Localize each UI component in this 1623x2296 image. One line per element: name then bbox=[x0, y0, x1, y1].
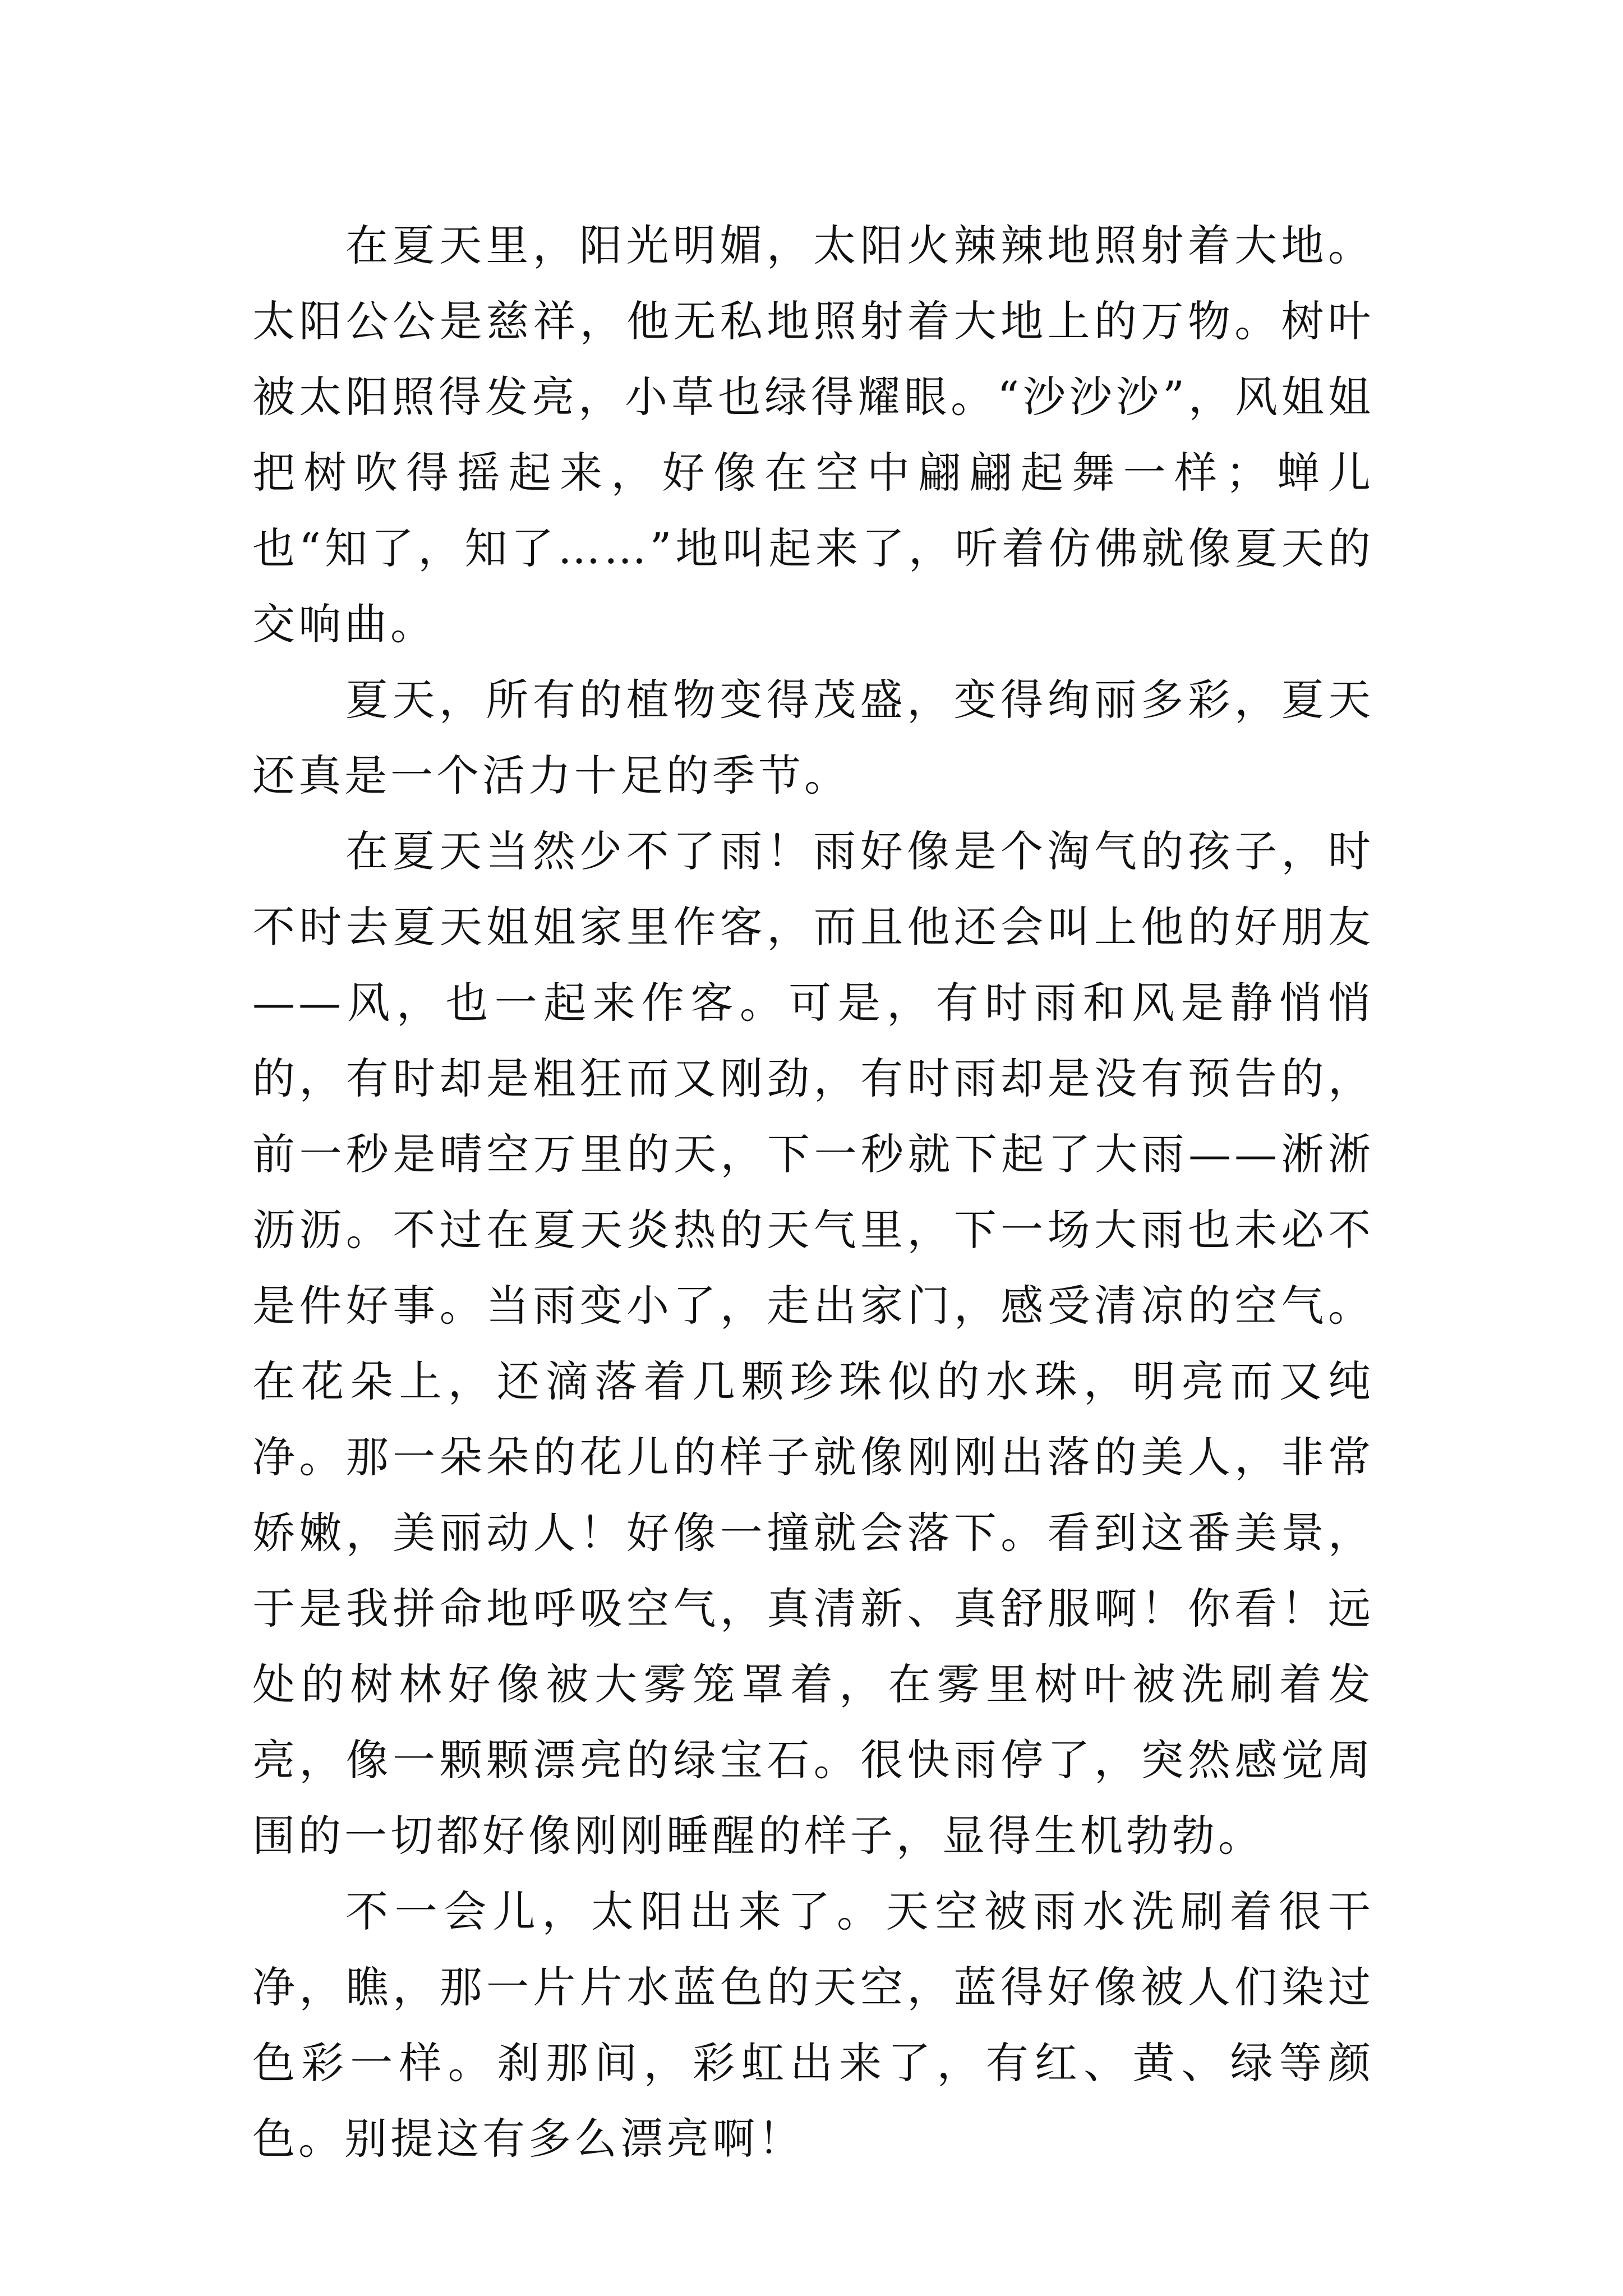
paragraph-2: 夏天，所有的植物变得茂盛，变得绚丽多彩，夏天还真是一个活力十足的季节。 bbox=[252, 675, 1374, 800]
paragraph-4: 不一会儿，太阳出来了。天空被雨水洗刷着很干净，瞧，那一片片水蓝色的天空，蓝得好像被人们染过色彩一样。刹那间，彩虹出来了，有红、黄、绿等颜色。别提这有多么漂亮啊！ bbox=[252, 1887, 1374, 2164]
body-text bbox=[252, 208, 1374, 2177]
paragraph-1: 在夏天里，阳光明媚，太阳火辣辣地照射着大地。太阳公公是慈祥，他无私地照射着大地上的万物。树叶被太阳照得发亮，小草也绿得耀眼。“沙沙沙”，风姐姐把树吹得摇起来，好像在空中翩翩起舞一样；蝉儿也“知了，知了……”地叫起来了，听着仿佛就像夏天的交响曲。 bbox=[252, 220, 1374, 649]
paragraph-3: 在夏天当然少不了雨！雨好像是个淘气的孩子，时不时去夏天姐姐家里作客，而且他还会叫上他的好朋友——风，也一起来作客。可是，有时雨和风是静悄悄的，有时却是粗狂而又刚劲，有时雨却是没有预告的，前一秒是晴空万里的天，下一秒就下起了大雨——淅淅沥沥。不过在夏天炎热的天气里，下一场大雨也未必不是件好事。当雨变小了，走出家门，感受清凉的空气。在花朵上，还滴落着几颗珍珠似的水珠，明亮而又纯净。那一朵朵的花儿的样子就像刚刚出落的美人，非常娇嫩，美丽动人！好像一撞就会落下。看到这番美景，于是我拼命地呼吸空气，真清新、真舒服啊！你看！远处的树林好像被大雾笼罩着，在雾里树叶被洗刷着发亮，像一颗颗漂亮的绿宝石。很快雨停了，突然感觉周围的一切都好像刚刚睡醒的样子，显得生机勃勃。 bbox=[252, 826, 1374, 1861]
